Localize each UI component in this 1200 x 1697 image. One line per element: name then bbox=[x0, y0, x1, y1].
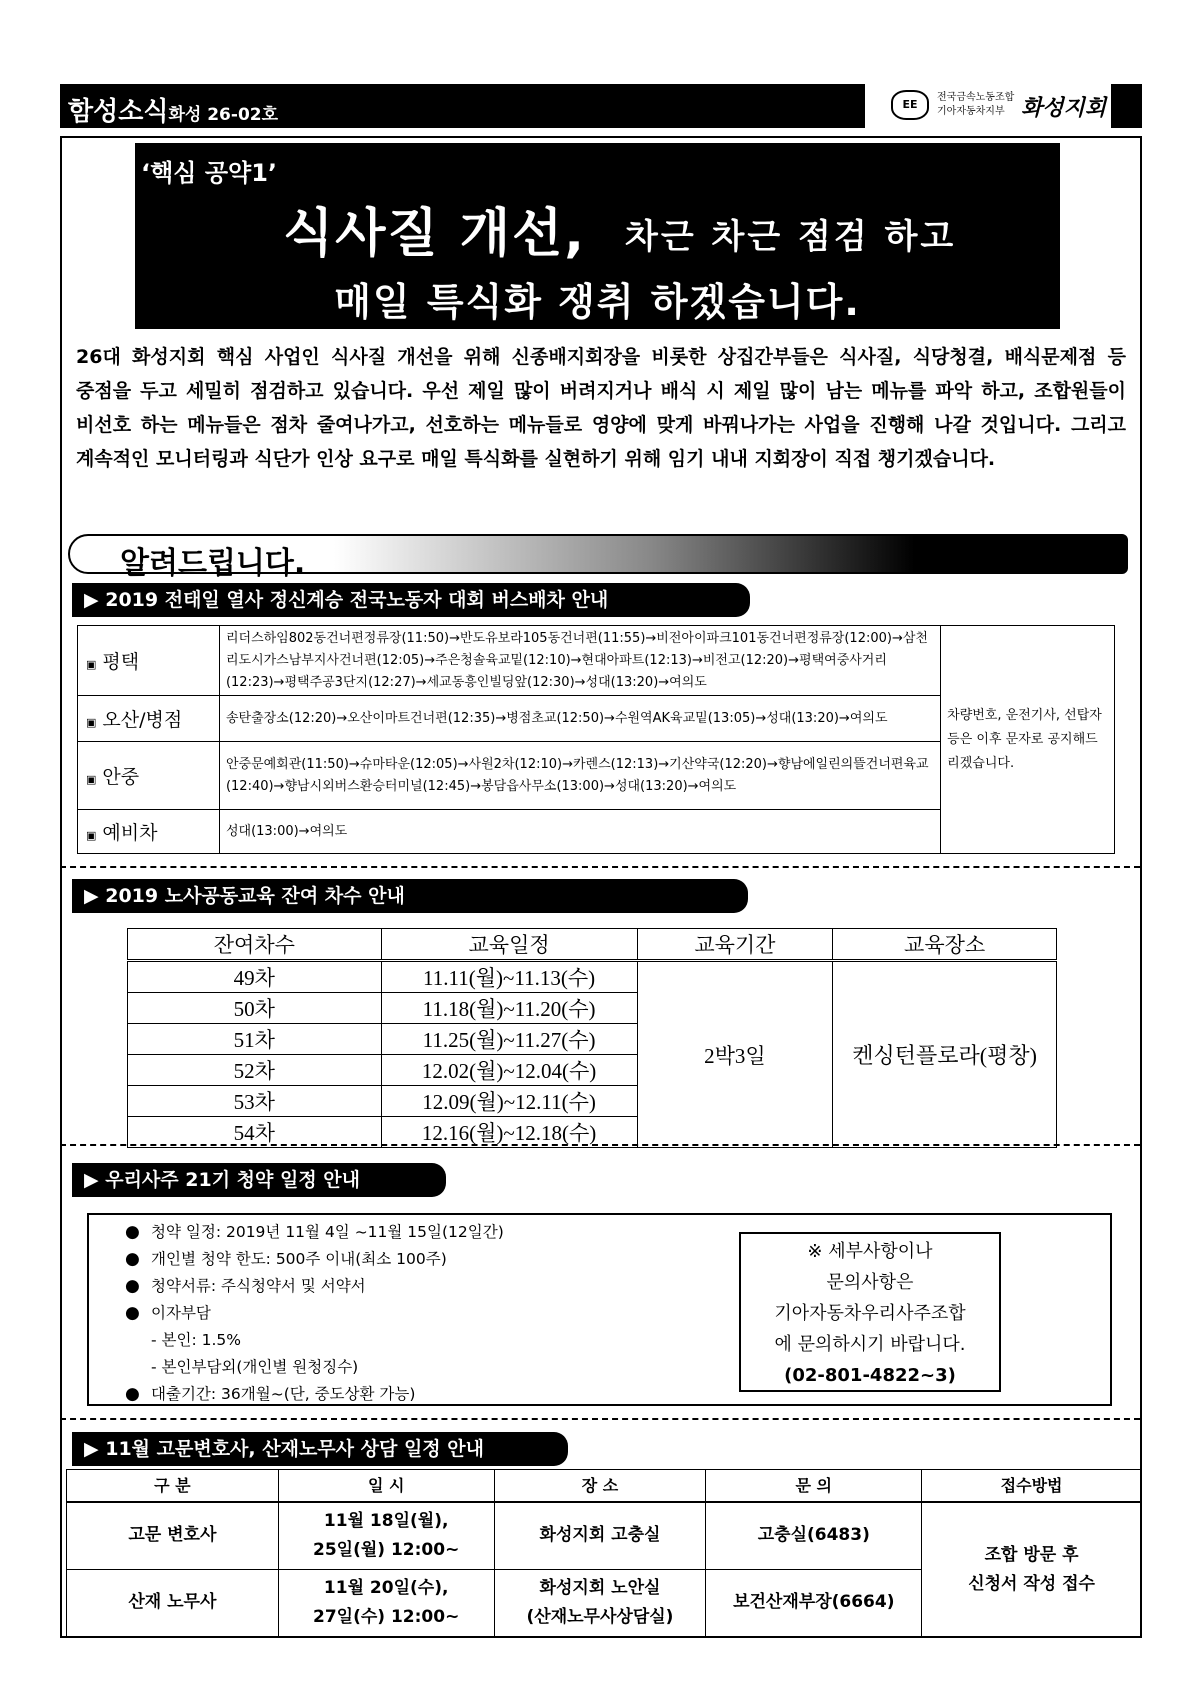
bus-note: 차량번호, 운전기사, 선탑자 등은 이후 문자로 공지해드리겠습니다. bbox=[941, 626, 1115, 854]
hero-headline-2: 매일 특식화 쟁취 하겠습니다. bbox=[334, 280, 861, 324]
date-cell: 11.18(월)~11.20(수) bbox=[381, 993, 637, 1024]
route-name: ▣ 평택 bbox=[78, 626, 220, 696]
hero-banner bbox=[135, 143, 1060, 329]
list-item: - 본인: 1.5% bbox=[151, 1331, 241, 1349]
route-stops: 리더스하임802동건너편정류장(11:50)→반도유보라105동건너편(11:55)→비전아이파크101동건너편정류장(12:00)→삼천리도시가스남부지사건너편(12:05)→주은청솔육교밑(12:10)→현대아파트(12:13)→비전고(12:20)→평택여중사거리(12:23)→평택주공3단지(12:27)→세교동흥인빌딩앞(12:30)→성대(13:20)→여의도 bbox=[219, 626, 940, 696]
contact-phone: (02-801-4822~3) bbox=[784, 1365, 956, 1386]
hero-tag: ‘핵심 공약1’ bbox=[141, 159, 278, 187]
date-cell: 11.11(월)~11.13(수) bbox=[381, 961, 637, 993]
column-header: 구 분 bbox=[67, 1470, 279, 1503]
bullet-icon: ▣ bbox=[86, 829, 97, 842]
round-cell: 50차 bbox=[128, 993, 382, 1024]
route-name: ▣ 예비차 bbox=[78, 810, 220, 854]
counsel-type: 고문 변호사 bbox=[67, 1502, 279, 1569]
hero-headline: 식사질 개선, bbox=[283, 204, 587, 264]
route-name: ▣ 오산/병점 bbox=[78, 696, 220, 742]
stock-contact-box: ※ 세부사항이나 문의사항은 기아자동차우리사주조합 에 문의하시기 바랍니다. (02-801-4822~3) bbox=[739, 1232, 1001, 1392]
counsel-method: 조합 방문 후 신청서 작성 접수 bbox=[922, 1502, 1142, 1636]
round-cell: 52차 bbox=[128, 1055, 382, 1086]
date-cell: 12.02(월)~12.04(수) bbox=[381, 1055, 637, 1086]
counsel-place: 화성지회 고충실 bbox=[494, 1502, 706, 1569]
list-item: ● 개인별 청약 한도: 500주 이내(최소 100주) bbox=[151, 1246, 504, 1273]
column-header: 접수방법 bbox=[922, 1470, 1142, 1503]
union-logo bbox=[862, 84, 1114, 128]
section-divider bbox=[60, 866, 1140, 868]
list-item: - 본인부담외(개인별 원청징수) bbox=[151, 1358, 359, 1376]
table-row bbox=[67, 1502, 1142, 1569]
counsel-contact: 고충실(6483) bbox=[706, 1502, 922, 1569]
section-divider bbox=[60, 1144, 1140, 1146]
date-cell: 12.16(월)~12.18(수) bbox=[381, 1117, 637, 1148]
stock-info-box bbox=[87, 1213, 1112, 1406]
education-table bbox=[127, 928, 1057, 1148]
counsel-section-heading: ▶ 11월 고문변호사, 산재노무사 상담 일정 안내 bbox=[72, 1432, 568, 1466]
bus-section-heading: ▶ 2019 전태일 열사 정신계승 전국노동자 대회 버스배차 안내 bbox=[72, 583, 750, 617]
table-header-row bbox=[67, 1470, 1142, 1503]
table-header-row bbox=[128, 929, 1057, 961]
column-header: 교육일정 bbox=[381, 929, 637, 961]
column-header: 교육장소 bbox=[833, 929, 1057, 961]
intro-paragraph: 26대 화성지회 핵심 사업인 식사질 개선을 위해 신종배지회장을 비롯한 상집간부들은 식사질, 식당청결, 배식문제점 등 중점을 두고 세밀히 점검하고 있습니다. 우선 제일 많이 버려지거나 배식 시 제일 많이 남는 메뉴를 파악 하고, 조합원들이 비선호 하는 메뉴들은 점차 줄여나가고, 선호하는 메뉴들로 영양에 맞게 바꿔나가는 사업을 진행해 나갈 것입니다. 그리고 계속적인 모니터링과 식단가 인상 요구로 매일 특식화를 실현하기 위해 임기 내내 지회장이 직접 챙기겠습니다. bbox=[76, 346, 1126, 470]
round-cell: 51차 bbox=[128, 1024, 382, 1055]
column-header: 장 소 bbox=[494, 1470, 706, 1503]
round-cell: 54차 bbox=[128, 1117, 382, 1148]
column-header: 교육기간 bbox=[637, 929, 833, 961]
list-item: ● 청약서류: 주식청약서 및 서약서 bbox=[151, 1273, 504, 1300]
column-header: 잔여차수 bbox=[128, 929, 382, 961]
counsel-date: 11월 18일(월), 25일(월) 12:00~ bbox=[278, 1502, 494, 1569]
route-stops: 송탄출장소(12:20)→오산이마트건너편(12:35)→병점초교(12:50)→수원역AK육교밑(13:05)→성대(13:20)→여의도 bbox=[219, 696, 940, 742]
stock-info-list bbox=[151, 1219, 504, 1408]
hero-headline-sub: 차근 차근 점검 하고 bbox=[625, 217, 957, 257]
counsel-date: 11월 20일(수), 27일(수) 12:00~ bbox=[278, 1569, 494, 1636]
route-stops: 안중문예회관(11:50)→슈마타운(12:05)→사원2차(12:10)→카렌스(12:13)→기산약국(12:20)→향남에일린의뜰건너편육교(12:40)→향남시외버스환승터미널(12:45)→봉담읍사무소(13:00)→성대(13:20)→여의도 bbox=[219, 742, 940, 810]
counsel-contact: 보건산재부장(6664) bbox=[706, 1569, 922, 1636]
stock-section-heading: ▶ 우리사주 21기 청약 일정 안내 bbox=[72, 1163, 446, 1197]
notice-banner-title: 알려드립니다. bbox=[120, 546, 306, 581]
table-row bbox=[78, 626, 1115, 696]
column-header: 문 의 bbox=[706, 1470, 922, 1503]
newsletter-header bbox=[60, 84, 1142, 128]
round-cell: 53차 bbox=[128, 1086, 382, 1117]
section-divider bbox=[60, 1418, 1140, 1420]
round-cell: 49차 bbox=[128, 961, 382, 993]
counsel-table bbox=[66, 1469, 1142, 1637]
newsletter-title: 함성소식화성 26-02호 bbox=[68, 97, 279, 127]
period-cell: 2박3일 bbox=[637, 961, 833, 1148]
notice-banner bbox=[68, 534, 1128, 581]
bullet-icon: ▣ bbox=[86, 773, 97, 786]
union-emblem-icon: EE bbox=[891, 90, 929, 120]
bus-schedule-table bbox=[77, 625, 1115, 854]
issue-number: 화성 26-02호 bbox=[168, 105, 279, 125]
list-item: ● 이자부담 bbox=[151, 1300, 504, 1327]
union-branch-name: 화성지회 bbox=[1021, 96, 1107, 121]
column-header: 일 시 bbox=[278, 1470, 494, 1503]
education-section-heading: ▶ 2019 노사공동교육 잔여 차수 안내 bbox=[72, 879, 748, 913]
route-stops: 성대(13:00)→여의도 bbox=[219, 810, 940, 854]
list-item: ● 청약 일정: 2019년 11월 4일 ~11월 15일(12일간) bbox=[151, 1219, 504, 1246]
list-item: ● 대출기간: 36개월~(단, 중도상환 가능) bbox=[151, 1381, 504, 1408]
union-org-lines: 전국금속노동조합 기아자동차지부 bbox=[937, 92, 1015, 117]
counsel-type: 산재 노무사 bbox=[67, 1569, 279, 1636]
place-cell: 켄싱턴플로라(평창) bbox=[833, 961, 1057, 1148]
date-cell: 11.25(월)~11.27(수) bbox=[381, 1024, 637, 1055]
bullet-icon: ▣ bbox=[86, 716, 97, 729]
table-row bbox=[128, 961, 1057, 993]
date-cell: 12.09(월)~12.11(수) bbox=[381, 1086, 637, 1117]
route-name: ▣ 안중 bbox=[78, 742, 220, 810]
bullet-icon: ▣ bbox=[86, 658, 97, 671]
counsel-place: 화성지회 노안실 (산재노무사상담실) bbox=[494, 1569, 706, 1636]
